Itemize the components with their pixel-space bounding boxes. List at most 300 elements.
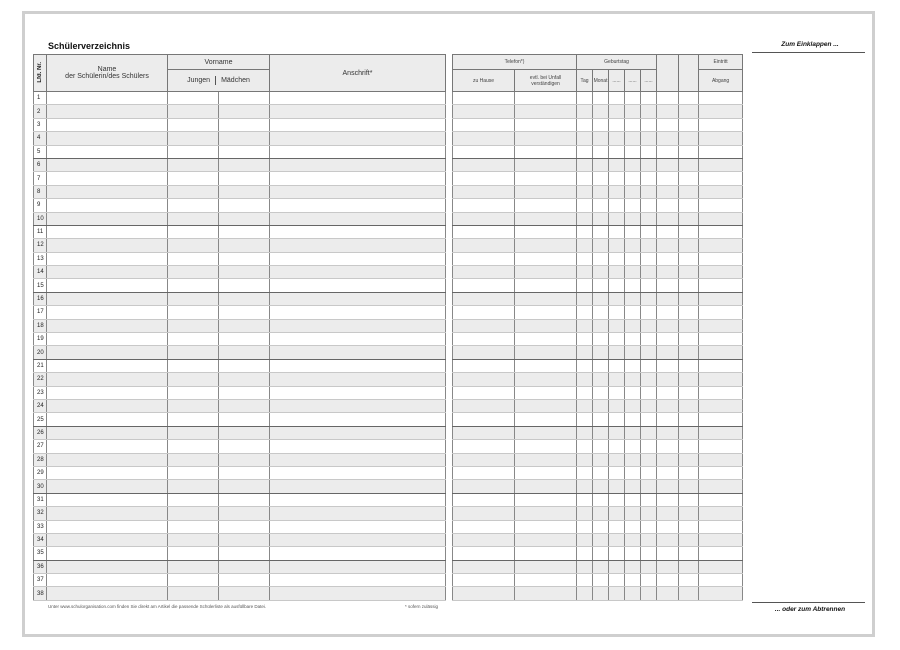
extra-col1-cell[interactable] bbox=[657, 574, 679, 587]
extra-col1-cell[interactable] bbox=[657, 132, 679, 145]
extra-col1-cell[interactable] bbox=[657, 587, 679, 600]
telefon-unfall-cell[interactable] bbox=[515, 373, 577, 386]
anschrift-cell[interactable] bbox=[270, 185, 446, 198]
extra-col1-cell[interactable] bbox=[657, 239, 679, 252]
geburtstag-blank3-cell[interactable] bbox=[641, 493, 657, 506]
name-cell[interactable] bbox=[47, 252, 168, 265]
extra-col2-cell[interactable] bbox=[679, 413, 699, 426]
anschrift-cell[interactable] bbox=[270, 118, 446, 131]
extra-col2-cell[interactable] bbox=[679, 346, 699, 359]
extra-col1-cell[interactable] bbox=[657, 346, 679, 359]
extra-col1-cell[interactable] bbox=[657, 453, 679, 466]
geburtstag-tag-cell[interactable] bbox=[577, 212, 593, 225]
geburtstag-blank1-cell[interactable] bbox=[609, 466, 625, 479]
extra-col1-cell[interactable] bbox=[657, 172, 679, 185]
geburtstag-tag-cell[interactable] bbox=[577, 306, 593, 319]
geburtstag-tag-cell[interactable] bbox=[577, 359, 593, 372]
eintritt-abgang-cell[interactable] bbox=[699, 105, 743, 118]
vorname-jungen-cell[interactable] bbox=[168, 306, 219, 319]
geburtstag-blank2-cell[interactable] bbox=[625, 92, 641, 105]
extra-col2-cell[interactable] bbox=[679, 386, 699, 399]
geburtstag-blank2-cell[interactable] bbox=[625, 373, 641, 386]
geburtstag-monat-cell[interactable] bbox=[593, 158, 609, 171]
vorname-maedchen-cell[interactable] bbox=[219, 92, 270, 105]
eintritt-abgang-cell[interactable] bbox=[699, 520, 743, 533]
anschrift-cell[interactable] bbox=[270, 426, 446, 439]
vorname-maedchen-cell[interactable] bbox=[219, 185, 270, 198]
eintritt-abgang-cell[interactable] bbox=[699, 574, 743, 587]
geburtstag-blank1-cell[interactable] bbox=[609, 292, 625, 305]
vorname-jungen-cell[interactable] bbox=[168, 453, 219, 466]
extra-col2-cell[interactable] bbox=[679, 118, 699, 131]
name-cell[interactable] bbox=[47, 587, 168, 600]
vorname-jungen-cell[interactable] bbox=[168, 533, 219, 546]
extra-col1-cell[interactable] bbox=[657, 480, 679, 493]
telefon-zuhause-cell[interactable] bbox=[453, 333, 515, 346]
geburtstag-blank3-cell[interactable] bbox=[641, 333, 657, 346]
extra-col2-cell[interactable] bbox=[679, 399, 699, 412]
anschrift-cell[interactable] bbox=[270, 533, 446, 546]
vorname-jungen-cell[interactable] bbox=[168, 493, 219, 506]
geburtstag-blank3-cell[interactable] bbox=[641, 386, 657, 399]
geburtstag-monat-cell[interactable] bbox=[593, 346, 609, 359]
name-cell[interactable] bbox=[47, 520, 168, 533]
geburtstag-blank1-cell[interactable] bbox=[609, 319, 625, 332]
vorname-maedchen-cell[interactable] bbox=[219, 279, 270, 292]
geburtstag-tag-cell[interactable] bbox=[577, 199, 593, 212]
geburtstag-blank3-cell[interactable] bbox=[641, 547, 657, 560]
geburtstag-blank1-cell[interactable] bbox=[609, 426, 625, 439]
geburtstag-tag-cell[interactable] bbox=[577, 480, 593, 493]
name-cell[interactable] bbox=[47, 413, 168, 426]
eintritt-abgang-cell[interactable] bbox=[699, 346, 743, 359]
geburtstag-blank2-cell[interactable] bbox=[625, 292, 641, 305]
geburtstag-blank1-cell[interactable] bbox=[609, 252, 625, 265]
telefon-unfall-cell[interactable] bbox=[515, 333, 577, 346]
name-cell[interactable] bbox=[47, 199, 168, 212]
telefon-zuhause-cell[interactable] bbox=[453, 306, 515, 319]
geburtstag-blank3-cell[interactable] bbox=[641, 292, 657, 305]
geburtstag-blank1-cell[interactable] bbox=[609, 333, 625, 346]
telefon-zuhause-cell[interactable] bbox=[453, 132, 515, 145]
vorname-maedchen-cell[interactable] bbox=[219, 292, 270, 305]
geburtstag-blank1-cell[interactable] bbox=[609, 172, 625, 185]
eintritt-abgang-cell[interactable] bbox=[699, 493, 743, 506]
anschrift-cell[interactable] bbox=[270, 359, 446, 372]
geburtstag-monat-cell[interactable] bbox=[593, 118, 609, 131]
vorname-maedchen-cell[interactable] bbox=[219, 399, 270, 412]
vorname-maedchen-cell[interactable] bbox=[219, 587, 270, 600]
geburtstag-monat-cell[interactable] bbox=[593, 453, 609, 466]
telefon-zuhause-cell[interactable] bbox=[453, 386, 515, 399]
vorname-jungen-cell[interactable] bbox=[168, 359, 219, 372]
telefon-zuhause-cell[interactable] bbox=[453, 118, 515, 131]
geburtstag-blank3-cell[interactable] bbox=[641, 158, 657, 171]
vorname-maedchen-cell[interactable] bbox=[219, 239, 270, 252]
anschrift-cell[interactable] bbox=[270, 225, 446, 238]
extra-col1-cell[interactable] bbox=[657, 279, 679, 292]
anschrift-cell[interactable] bbox=[270, 105, 446, 118]
anschrift-cell[interactable] bbox=[270, 266, 446, 279]
vorname-jungen-cell[interactable] bbox=[168, 279, 219, 292]
extra-col2-cell[interactable] bbox=[679, 507, 699, 520]
eintritt-abgang-cell[interactable] bbox=[699, 252, 743, 265]
geburtstag-blank3-cell[interactable] bbox=[641, 560, 657, 573]
vorname-jungen-cell[interactable] bbox=[168, 399, 219, 412]
telefon-zuhause-cell[interactable] bbox=[453, 252, 515, 265]
name-cell[interactable] bbox=[47, 118, 168, 131]
geburtstag-monat-cell[interactable] bbox=[593, 145, 609, 158]
geburtstag-monat-cell[interactable] bbox=[593, 520, 609, 533]
vorname-maedchen-cell[interactable] bbox=[219, 413, 270, 426]
vorname-jungen-cell[interactable] bbox=[168, 105, 219, 118]
telefon-zuhause-cell[interactable] bbox=[453, 199, 515, 212]
anschrift-cell[interactable] bbox=[270, 92, 446, 105]
extra-col2-cell[interactable] bbox=[679, 453, 699, 466]
eintritt-abgang-cell[interactable] bbox=[699, 466, 743, 479]
extra-col1-cell[interactable] bbox=[657, 520, 679, 533]
geburtstag-blank3-cell[interactable] bbox=[641, 520, 657, 533]
telefon-unfall-cell[interactable] bbox=[515, 158, 577, 171]
geburtstag-tag-cell[interactable] bbox=[577, 292, 593, 305]
geburtstag-blank3-cell[interactable] bbox=[641, 426, 657, 439]
name-cell[interactable] bbox=[47, 239, 168, 252]
vorname-maedchen-cell[interactable] bbox=[219, 426, 270, 439]
telefon-zuhause-cell[interactable] bbox=[453, 92, 515, 105]
geburtstag-blank3-cell[interactable] bbox=[641, 373, 657, 386]
vorname-jungen-cell[interactable] bbox=[168, 158, 219, 171]
vorname-jungen-cell[interactable] bbox=[168, 346, 219, 359]
vorname-maedchen-cell[interactable] bbox=[219, 172, 270, 185]
geburtstag-blank2-cell[interactable] bbox=[625, 105, 641, 118]
geburtstag-blank2-cell[interactable] bbox=[625, 158, 641, 171]
extra-col1-cell[interactable] bbox=[657, 333, 679, 346]
eintritt-abgang-cell[interactable] bbox=[699, 132, 743, 145]
eintritt-abgang-cell[interactable] bbox=[699, 373, 743, 386]
eintritt-abgang-cell[interactable] bbox=[699, 533, 743, 546]
telefon-zuhause-cell[interactable] bbox=[453, 507, 515, 520]
telefon-zuhause-cell[interactable] bbox=[453, 453, 515, 466]
geburtstag-monat-cell[interactable] bbox=[593, 333, 609, 346]
name-cell[interactable] bbox=[47, 507, 168, 520]
geburtstag-tag-cell[interactable] bbox=[577, 587, 593, 600]
telefon-zuhause-cell[interactable] bbox=[453, 158, 515, 171]
vorname-maedchen-cell[interactable] bbox=[219, 533, 270, 546]
geburtstag-tag-cell[interactable] bbox=[577, 426, 593, 439]
vorname-jungen-cell[interactable] bbox=[168, 413, 219, 426]
geburtstag-blank1-cell[interactable] bbox=[609, 547, 625, 560]
geburtstag-blank1-cell[interactable] bbox=[609, 346, 625, 359]
geburtstag-blank1-cell[interactable] bbox=[609, 199, 625, 212]
anschrift-cell[interactable] bbox=[270, 587, 446, 600]
eintritt-abgang-cell[interactable] bbox=[699, 212, 743, 225]
vorname-jungen-cell[interactable] bbox=[168, 466, 219, 479]
anschrift-cell[interactable] bbox=[270, 560, 446, 573]
vorname-jungen-cell[interactable] bbox=[168, 480, 219, 493]
eintritt-abgang-cell[interactable] bbox=[699, 225, 743, 238]
geburtstag-monat-cell[interactable] bbox=[593, 533, 609, 546]
telefon-unfall-cell[interactable] bbox=[515, 306, 577, 319]
geburtstag-blank3-cell[interactable] bbox=[641, 185, 657, 198]
vorname-maedchen-cell[interactable] bbox=[219, 547, 270, 560]
extra-col2-cell[interactable] bbox=[679, 587, 699, 600]
geburtstag-tag-cell[interactable] bbox=[577, 172, 593, 185]
extra-col2-cell[interactable] bbox=[679, 493, 699, 506]
extra-col2-cell[interactable] bbox=[679, 574, 699, 587]
geburtstag-blank2-cell[interactable] bbox=[625, 520, 641, 533]
eintritt-abgang-cell[interactable] bbox=[699, 266, 743, 279]
anschrift-cell[interactable] bbox=[270, 453, 446, 466]
geburtstag-monat-cell[interactable] bbox=[593, 480, 609, 493]
geburtstag-blank1-cell[interactable] bbox=[609, 560, 625, 573]
extra-col1-cell[interactable] bbox=[657, 105, 679, 118]
geburtstag-blank3-cell[interactable] bbox=[641, 466, 657, 479]
geburtstag-tag-cell[interactable] bbox=[577, 507, 593, 520]
eintritt-abgang-cell[interactable] bbox=[699, 386, 743, 399]
geburtstag-blank1-cell[interactable] bbox=[609, 212, 625, 225]
vorname-maedchen-cell[interactable] bbox=[219, 199, 270, 212]
telefon-unfall-cell[interactable] bbox=[515, 212, 577, 225]
name-cell[interactable] bbox=[47, 319, 168, 332]
name-cell[interactable] bbox=[47, 279, 168, 292]
geburtstag-blank3-cell[interactable] bbox=[641, 480, 657, 493]
telefon-unfall-cell[interactable] bbox=[515, 92, 577, 105]
extra-col1-cell[interactable] bbox=[657, 225, 679, 238]
telefon-unfall-cell[interactable] bbox=[515, 386, 577, 399]
telefon-unfall-cell[interactable] bbox=[515, 507, 577, 520]
geburtstag-tag-cell[interactable] bbox=[577, 92, 593, 105]
telefon-unfall-cell[interactable] bbox=[515, 346, 577, 359]
extra-col1-cell[interactable] bbox=[657, 292, 679, 305]
extra-col2-cell[interactable] bbox=[679, 306, 699, 319]
extra-col2-cell[interactable] bbox=[679, 547, 699, 560]
vorname-jungen-cell[interactable] bbox=[168, 440, 219, 453]
vorname-maedchen-cell[interactable] bbox=[219, 266, 270, 279]
anschrift-cell[interactable] bbox=[270, 212, 446, 225]
geburtstag-blank1-cell[interactable] bbox=[609, 574, 625, 587]
telefon-zuhause-cell[interactable] bbox=[453, 373, 515, 386]
geburtstag-blank1-cell[interactable] bbox=[609, 145, 625, 158]
name-cell[interactable] bbox=[47, 386, 168, 399]
geburtstag-blank3-cell[interactable] bbox=[641, 413, 657, 426]
extra-col2-cell[interactable] bbox=[679, 520, 699, 533]
vorname-jungen-cell[interactable] bbox=[168, 212, 219, 225]
telefon-unfall-cell[interactable] bbox=[515, 547, 577, 560]
geburtstag-monat-cell[interactable] bbox=[593, 225, 609, 238]
telefon-zuhause-cell[interactable] bbox=[453, 587, 515, 600]
geburtstag-monat-cell[interactable] bbox=[593, 132, 609, 145]
extra-col2-cell[interactable] bbox=[679, 105, 699, 118]
telefon-zuhause-cell[interactable] bbox=[453, 185, 515, 198]
telefon-unfall-cell[interactable] bbox=[515, 225, 577, 238]
extra-col1-cell[interactable] bbox=[657, 560, 679, 573]
eintritt-abgang-cell[interactable] bbox=[699, 560, 743, 573]
geburtstag-blank1-cell[interactable] bbox=[609, 359, 625, 372]
geburtstag-tag-cell[interactable] bbox=[577, 132, 593, 145]
extra-col1-cell[interactable] bbox=[657, 359, 679, 372]
extra-col1-cell[interactable] bbox=[657, 440, 679, 453]
name-cell[interactable] bbox=[47, 453, 168, 466]
anschrift-cell[interactable] bbox=[270, 440, 446, 453]
telefon-unfall-cell[interactable] bbox=[515, 359, 577, 372]
name-cell[interactable] bbox=[47, 560, 168, 573]
vorname-jungen-cell[interactable] bbox=[168, 319, 219, 332]
telefon-unfall-cell[interactable] bbox=[515, 132, 577, 145]
geburtstag-blank1-cell[interactable] bbox=[609, 453, 625, 466]
geburtstag-blank2-cell[interactable] bbox=[625, 426, 641, 439]
geburtstag-tag-cell[interactable] bbox=[577, 547, 593, 560]
telefon-zuhause-cell[interactable] bbox=[453, 239, 515, 252]
telefon-unfall-cell[interactable] bbox=[515, 105, 577, 118]
anschrift-cell[interactable] bbox=[270, 386, 446, 399]
extra-col1-cell[interactable] bbox=[657, 185, 679, 198]
name-cell[interactable] bbox=[47, 466, 168, 479]
geburtstag-blank1-cell[interactable] bbox=[609, 386, 625, 399]
geburtstag-blank3-cell[interactable] bbox=[641, 212, 657, 225]
eintritt-abgang-cell[interactable] bbox=[699, 507, 743, 520]
extra-col1-cell[interactable] bbox=[657, 92, 679, 105]
geburtstag-monat-cell[interactable] bbox=[593, 319, 609, 332]
geburtstag-monat-cell[interactable] bbox=[593, 493, 609, 506]
geburtstag-monat-cell[interactable] bbox=[593, 413, 609, 426]
eintritt-abgang-cell[interactable] bbox=[699, 413, 743, 426]
telefon-zuhause-cell[interactable] bbox=[453, 440, 515, 453]
geburtstag-blank1-cell[interactable] bbox=[609, 105, 625, 118]
geburtstag-blank2-cell[interactable] bbox=[625, 212, 641, 225]
extra-col1-cell[interactable] bbox=[657, 493, 679, 506]
anschrift-cell[interactable] bbox=[270, 279, 446, 292]
anschrift-cell[interactable] bbox=[270, 547, 446, 560]
geburtstag-monat-cell[interactable] bbox=[593, 507, 609, 520]
telefon-unfall-cell[interactable] bbox=[515, 252, 577, 265]
telefon-unfall-cell[interactable] bbox=[515, 185, 577, 198]
geburtstag-tag-cell[interactable] bbox=[577, 373, 593, 386]
telefon-zuhause-cell[interactable] bbox=[453, 212, 515, 225]
geburtstag-tag-cell[interactable] bbox=[577, 466, 593, 479]
anschrift-cell[interactable] bbox=[270, 333, 446, 346]
geburtstag-blank1-cell[interactable] bbox=[609, 480, 625, 493]
extra-col2-cell[interactable] bbox=[679, 252, 699, 265]
eintritt-abgang-cell[interactable] bbox=[699, 453, 743, 466]
geburtstag-blank2-cell[interactable] bbox=[625, 145, 641, 158]
extra-col2-cell[interactable] bbox=[679, 292, 699, 305]
extra-col2-cell[interactable] bbox=[679, 132, 699, 145]
name-cell[interactable] bbox=[47, 533, 168, 546]
geburtstag-blank1-cell[interactable] bbox=[609, 493, 625, 506]
extra-col2-cell[interactable] bbox=[679, 92, 699, 105]
telefon-unfall-cell[interactable] bbox=[515, 239, 577, 252]
telefon-zuhause-cell[interactable] bbox=[453, 520, 515, 533]
vorname-jungen-cell[interactable] bbox=[168, 547, 219, 560]
geburtstag-blank3-cell[interactable] bbox=[641, 359, 657, 372]
geburtstag-blank1-cell[interactable] bbox=[609, 92, 625, 105]
extra-col1-cell[interactable] bbox=[657, 386, 679, 399]
geburtstag-blank3-cell[interactable] bbox=[641, 399, 657, 412]
anschrift-cell[interactable] bbox=[270, 413, 446, 426]
geburtstag-blank2-cell[interactable] bbox=[625, 493, 641, 506]
geburtstag-monat-cell[interactable] bbox=[593, 399, 609, 412]
extra-col1-cell[interactable] bbox=[657, 266, 679, 279]
geburtstag-blank2-cell[interactable] bbox=[625, 560, 641, 573]
geburtstag-tag-cell[interactable] bbox=[577, 118, 593, 131]
geburtstag-blank1-cell[interactable] bbox=[609, 507, 625, 520]
eintritt-abgang-cell[interactable] bbox=[699, 319, 743, 332]
geburtstag-monat-cell[interactable] bbox=[593, 440, 609, 453]
anschrift-cell[interactable] bbox=[270, 493, 446, 506]
geburtstag-blank1-cell[interactable] bbox=[609, 185, 625, 198]
geburtstag-tag-cell[interactable] bbox=[577, 333, 593, 346]
telefon-unfall-cell[interactable] bbox=[515, 440, 577, 453]
eintritt-abgang-cell[interactable] bbox=[699, 145, 743, 158]
geburtstag-blank2-cell[interactable] bbox=[625, 386, 641, 399]
geburtstag-blank2-cell[interactable] bbox=[625, 533, 641, 546]
name-cell[interactable] bbox=[47, 493, 168, 506]
eintritt-abgang-cell[interactable] bbox=[699, 279, 743, 292]
geburtstag-tag-cell[interactable] bbox=[577, 266, 593, 279]
vorname-jungen-cell[interactable] bbox=[168, 292, 219, 305]
name-cell[interactable] bbox=[47, 480, 168, 493]
geburtstag-tag-cell[interactable] bbox=[577, 453, 593, 466]
geburtstag-blank2-cell[interactable] bbox=[625, 413, 641, 426]
anschrift-cell[interactable] bbox=[270, 346, 446, 359]
telefon-zuhause-cell[interactable] bbox=[453, 319, 515, 332]
telefon-zuhause-cell[interactable] bbox=[453, 426, 515, 439]
geburtstag-monat-cell[interactable] bbox=[593, 373, 609, 386]
geburtstag-blank1-cell[interactable] bbox=[609, 118, 625, 131]
name-cell[interactable] bbox=[47, 359, 168, 372]
vorname-maedchen-cell[interactable] bbox=[219, 333, 270, 346]
eintritt-abgang-cell[interactable] bbox=[699, 185, 743, 198]
anschrift-cell[interactable] bbox=[270, 158, 446, 171]
name-cell[interactable] bbox=[47, 292, 168, 305]
geburtstag-monat-cell[interactable] bbox=[593, 266, 609, 279]
vorname-jungen-cell[interactable] bbox=[168, 587, 219, 600]
eintritt-abgang-cell[interactable] bbox=[699, 359, 743, 372]
geburtstag-tag-cell[interactable] bbox=[577, 386, 593, 399]
geburtstag-blank2-cell[interactable] bbox=[625, 319, 641, 332]
vorname-maedchen-cell[interactable] bbox=[219, 574, 270, 587]
geburtstag-tag-cell[interactable] bbox=[577, 252, 593, 265]
name-cell[interactable] bbox=[47, 212, 168, 225]
extra-col1-cell[interactable] bbox=[657, 145, 679, 158]
name-cell[interactable] bbox=[47, 426, 168, 439]
vorname-maedchen-cell[interactable] bbox=[219, 480, 270, 493]
geburtstag-tag-cell[interactable] bbox=[577, 440, 593, 453]
geburtstag-monat-cell[interactable] bbox=[593, 279, 609, 292]
extra-col2-cell[interactable] bbox=[679, 185, 699, 198]
geburtstag-blank1-cell[interactable] bbox=[609, 239, 625, 252]
telefon-zuhause-cell[interactable] bbox=[453, 493, 515, 506]
telefon-unfall-cell[interactable] bbox=[515, 145, 577, 158]
geburtstag-monat-cell[interactable] bbox=[593, 306, 609, 319]
telefon-zuhause-cell[interactable] bbox=[453, 266, 515, 279]
geburtstag-tag-cell[interactable] bbox=[577, 105, 593, 118]
telefon-zuhause-cell[interactable] bbox=[453, 466, 515, 479]
telefon-zuhause-cell[interactable] bbox=[453, 574, 515, 587]
vorname-maedchen-cell[interactable] bbox=[219, 132, 270, 145]
geburtstag-monat-cell[interactable] bbox=[593, 292, 609, 305]
geburtstag-blank2-cell[interactable] bbox=[625, 132, 641, 145]
vorname-jungen-cell[interactable] bbox=[168, 333, 219, 346]
vorname-jungen-cell[interactable] bbox=[168, 239, 219, 252]
vorname-maedchen-cell[interactable] bbox=[219, 560, 270, 573]
eintritt-abgang-cell[interactable] bbox=[699, 333, 743, 346]
telefon-zuhause-cell[interactable] bbox=[453, 399, 515, 412]
name-cell[interactable] bbox=[47, 158, 168, 171]
extra-col1-cell[interactable] bbox=[657, 252, 679, 265]
eintritt-abgang-cell[interactable] bbox=[699, 440, 743, 453]
telefon-zuhause-cell[interactable] bbox=[453, 359, 515, 372]
